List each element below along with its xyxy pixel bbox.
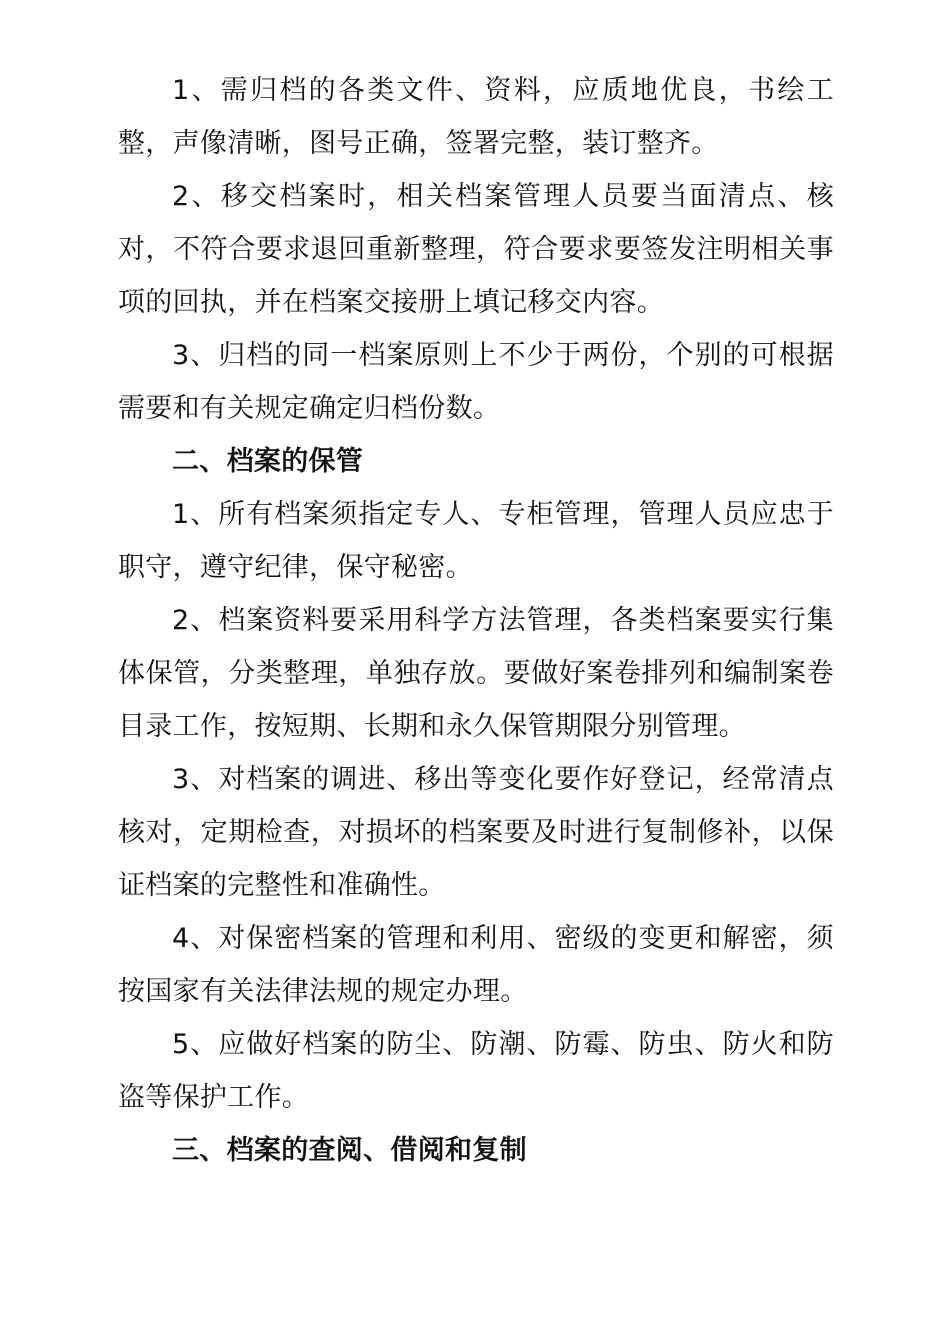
section-heading-access: 三、档案的查阅、借阅和复制 bbox=[172, 1135, 527, 1166]
document-page bbox=[118, 64, 834, 1177]
paragraph-archive-handover: 2、移交档案时，相关档案管理人员要当面清点、核对，不符合要求退回重新整理，符合要求要签发注明相关事项的回执，并在档案交接册上填记移交内容。 bbox=[118, 181, 834, 318]
paragraph-archive-copies: 3、归档的同一档案原则上不少于两份，个别的可根据需要和有关规定确定归档份数。 bbox=[118, 340, 834, 424]
section-heading-storage: 二、档案的保管 bbox=[172, 446, 364, 477]
paragraph-storage-confidential: 4、对保密档案的管理和利用、密级的变更和解密，须按国家有关法律法规的规定办理。 bbox=[118, 923, 834, 1007]
paragraph-storage-protection: 5、应做好档案的防尘、防潮、防霉、防虫、防火和防盗等保护工作。 bbox=[118, 1029, 834, 1113]
paragraph-storage-method: 2、档案资料要采用科学方法管理，各类档案要实行集体保管，分类整理，单独存放。要做好案卷排列和编制案卷目录工作，按短期、长期和永久保管期限分别管理。 bbox=[118, 605, 834, 742]
paragraph-archive-quality: 1、需归档的各类文件、资料，应质地优良，书绘工整，声像清晰，图号正确，签署完整，装订整齐。 bbox=[118, 75, 834, 159]
paragraph-storage-custodian: 1、所有档案须指定专人、专柜管理，管理人员应忠于职守，遵守纪律，保守秘密。 bbox=[118, 499, 834, 583]
paragraph-storage-registration: 3、对档案的调进、移出等变化要作好登记，经常清点核对，定期检查，对损坏的档案要及时进行复制修补，以保证档案的完整性和准确性。 bbox=[118, 764, 834, 901]
